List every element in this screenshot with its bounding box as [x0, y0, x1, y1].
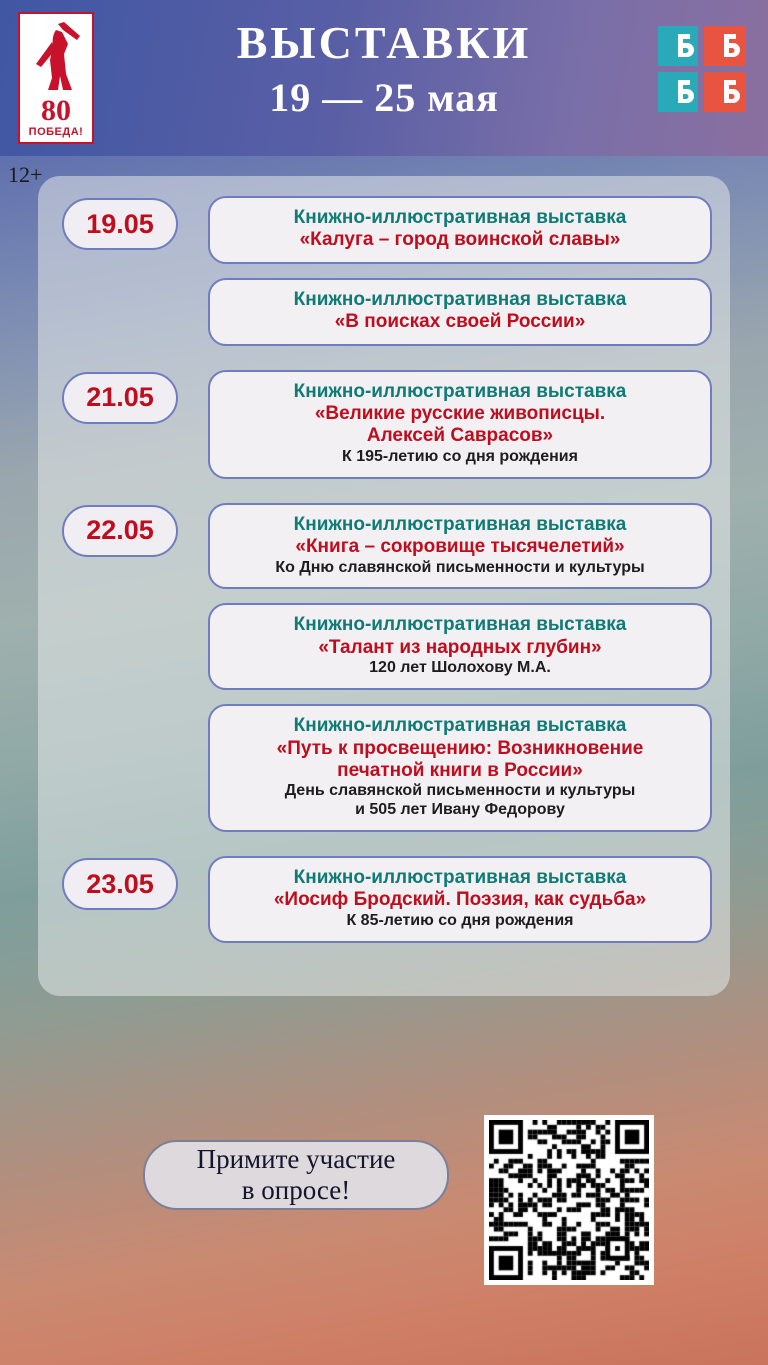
event-title: «В поисках своей России» — [334, 311, 586, 333]
event-title: «Путь к просвещению: Возникновение печатной книги в России» — [276, 737, 644, 781]
event-card[interactable] — [208, 856, 712, 943]
event-card[interactable] — [208, 603, 712, 690]
date-badge: 21.05 — [62, 372, 178, 424]
page-title: ВЫСТАВКИ — [236, 17, 532, 68]
bb-library-logo-icon — [658, 26, 746, 112]
schedule-row — [38, 603, 730, 690]
schedule-row — [38, 370, 730, 479]
event-card[interactable] — [208, 278, 712, 346]
event-card[interactable] — [208, 503, 712, 590]
victory-word: ПОБЕДА! — [28, 126, 84, 138]
poll-button-label: Примите участие в опросе! — [196, 1144, 396, 1205]
event-note: К 85-летию со дня рождения — [346, 911, 574, 929]
poll-button[interactable] — [143, 1140, 449, 1210]
event-type: Книжно-иллюстративная выставка — [293, 715, 627, 737]
header-banner — [0, 0, 768, 156]
event-type: Книжно-иллюстративная выставка — [293, 867, 627, 889]
schedule-row — [38, 278, 730, 346]
event-card[interactable] — [208, 196, 712, 264]
event-note: и 505 лет Ивану Федорову — [355, 801, 565, 819]
date-badge: 23.05 — [62, 858, 178, 910]
event-title: «Калуга – город воинской славы» — [299, 229, 621, 251]
event-card[interactable] — [208, 704, 712, 832]
date-badge: 22.05 — [62, 505, 178, 557]
date-badge: 19.05 — [62, 198, 178, 250]
event-note: 120 лет Шолохову М.А. — [369, 659, 551, 677]
age-rating-label: 12+ — [8, 162, 43, 187]
event-type: Книжно-иллюстративная выставка — [293, 513, 627, 535]
event-title: «Талант из народных глубин» — [318, 636, 602, 658]
event-title: «Книга – сокровище тысячелетий» — [295, 536, 625, 558]
event-title: «Иосиф Бродский. Поэзия, как судьба» — [273, 889, 647, 911]
event-type: Книжно-иллюстративная выставка — [293, 207, 627, 228]
victory-number: 80 — [41, 94, 71, 127]
event-note: Ко Дню славянской письменности и культуры — [275, 558, 645, 576]
page-date-range: 19 — 25 мая — [269, 75, 499, 120]
event-type: Книжно-иллюстративная выставка — [293, 288, 627, 310]
schedule-row — [38, 704, 730, 832]
event-type: Книжно-иллюстративная выставка — [293, 614, 627, 636]
event-note: День славянской письменности и культуры — [284, 782, 636, 800]
event-card[interactable] — [208, 370, 712, 479]
event-title: «Великие русские живописцы. Алексей Саврасов» — [314, 403, 606, 447]
schedule-panel — [38, 176, 730, 996]
schedule-row — [38, 856, 730, 943]
event-note: К 195-летию со дня рождения — [342, 447, 578, 465]
schedule-row — [38, 503, 730, 590]
qr-code-icon[interactable] — [484, 1115, 654, 1285]
schedule-row — [38, 196, 730, 264]
event-type: Книжно-иллюстративная выставка — [293, 380, 627, 402]
